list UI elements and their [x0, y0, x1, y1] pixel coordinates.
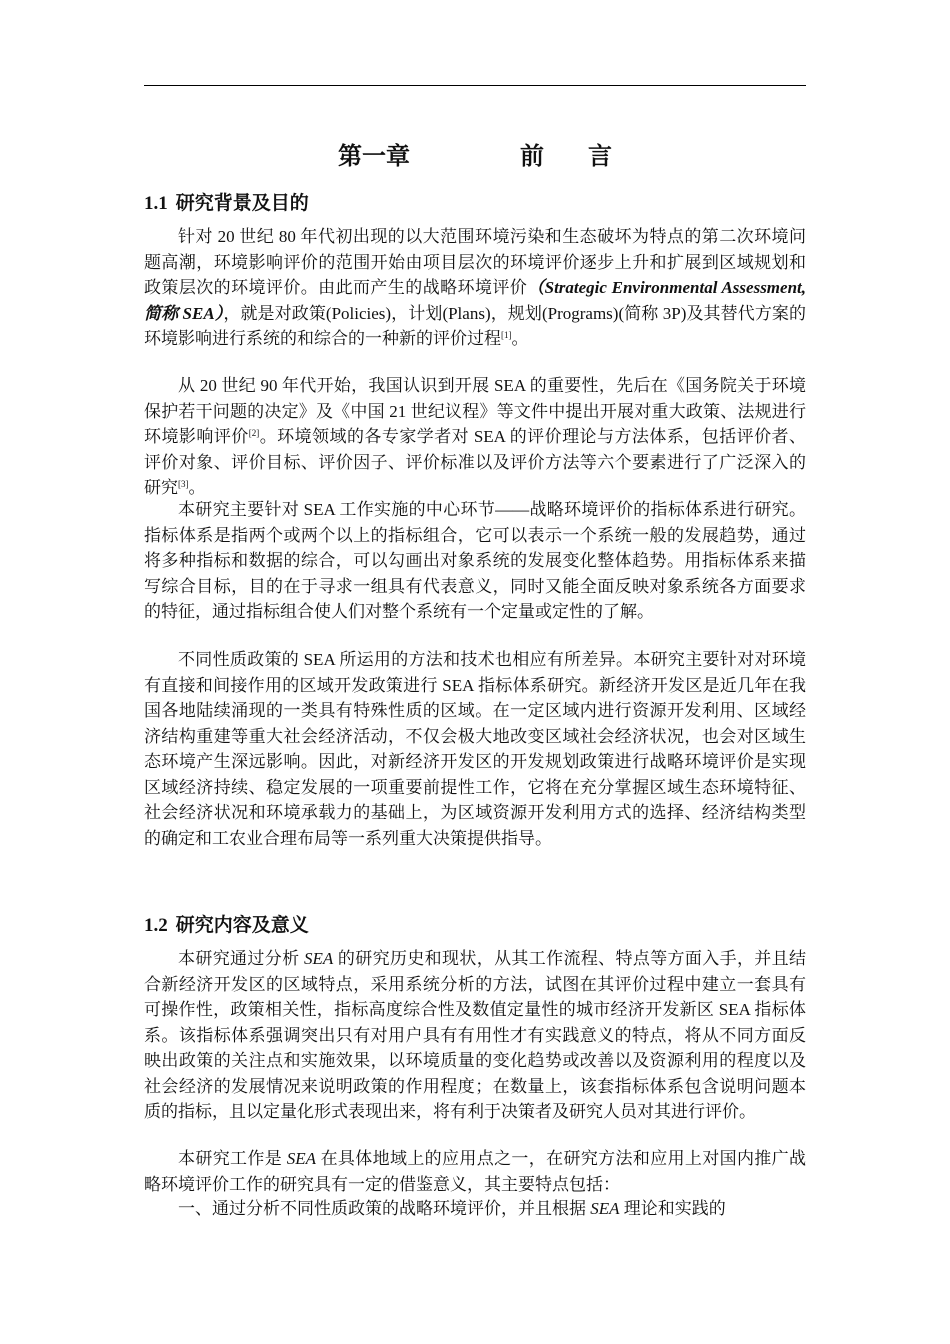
section-title: 研究内容及意义 — [175, 914, 309, 936]
sea-term: SEA — [286, 1149, 316, 1168]
chapter-title-char-2: 言 — [588, 142, 612, 170]
paragraph-1-2-a — [144, 946, 806, 1125]
paragraph-1-1-c: 本研究主要针对 SEA 工作实施的中心环节——战略环境评价的指标体系进行研究。指标体系是指两个或两个以上的指标组合，它可以表示一个系统一般的发展趋势，通过将多种指标和数据的综合，可以勾画出对象系统的发展变化整体趋势。用指标体系来描写综合目标，目的在于寻求一组具有代表意义，同时又能全面反映对象系统各方面要求的特征，通过指标组合使人们对整个系统有一个定量或定性的了解。 — [144, 500, 806, 621]
paragraph-1-1-d: 不同性质政策的 SEA 所运用的方法和技术也相应有所差异。本研究主要针对对环境有直接和间接作用的区域开发政策进行 SEA 指标体系研究。新经济开发区是近几年在我国各地陆续涌现的一类具有特殊性质的区域。在一定区域内进行资源开发利用、区域经济结构重建等重大社会经济活动，不仅会极大地改变区域社会经济状况，也会对区域生态环境产生深远影响。因此，对新经济开发区的开发规划政策进行战略环境评价是实现区域经济持续、稳定发展的一项重要前提性工作，它将在充分掌握区域生态环境特征、社会经济状况和环境承载力的基础上，为区域资源开发利用方式的选择、经济结构类型的确定和工农业合理布局等一系列重大决策提供指导。 — [144, 650, 806, 848]
section-title: 研究背景及目的 — [175, 192, 309, 214]
paragraph-text: 的研究历史和现状，从其工作流程、特点等方面入手，并且结合新经济开发区的区域特点，采用系统分析的方法，试图在其评价过程中建立一套具有可操作性，政策相关性，指标高度综合性及数值定量性的城市经济开发新区 SEA 指标体系。该指标体系强调突出只有对用户具有有用性才有实践意义的特点，将从不同方面反映出政策的关注点和实施效果，以环境质量的变化趋势或改善以及资源利用的程度以及社会经济的发展情况来说明政策的作用程度；在数量上，该套指标体系包含说明问题本质的指标，且以定量化形式表现出来，将有利于决策者及研究人员对其进行评价。 — [144, 949, 807, 1121]
citation-ref: [1] — [501, 330, 512, 340]
chapter-title-char-1: 前 — [520, 142, 544, 170]
chapter-title — [144, 136, 806, 171]
paragraph-text: 本研究通过分析 — [178, 949, 305, 968]
sea-term: SEA — [590, 1199, 620, 1218]
paragraph-text: 从 20 世纪 90 年代开始，我国认识到开展 SEA 的重要性，先后在《国务院关于环境保护若干问题的决定》及《中国 21 世纪议程》等文件中提出开展对重大政策、法规进行环境影响评价 — [144, 376, 806, 446]
paragraph-text: 。环境领域的各专家学者对 SEA 的评价理论与方法体系，包括评价者、评价对象、评价目标、评价因子、评价标准以及评价方法等六个要素进行了广泛深入的研究 — [144, 427, 806, 497]
citation-ref: [3] — [178, 479, 189, 489]
paragraph-1-1-a — [144, 224, 806, 352]
paragraph-text: 本研究工作是 — [178, 1149, 287, 1168]
paragraph-1-2-b — [144, 1146, 806, 1197]
section-number: 1.2 — [144, 915, 168, 936]
paragraph-1-2-c — [144, 1196, 806, 1222]
paragraph-text: 一、通过分析不同性质政策的战略环境评价，并且根据 — [178, 1199, 591, 1218]
paragraph-text: ，就是对政策(Policies)，计划(Plans)，规划(Programs)(简称 3P)及其替代方案的环境影响进行系统的和综合的一种新的评价过程 — [144, 303, 807, 348]
paragraph-text: 。 — [511, 329, 529, 348]
paragraph-text: 。 — [188, 478, 206, 497]
sea-term: SEA — [304, 949, 334, 968]
paragraph-text: 针对 20 世纪 80 年代初出现的以大范围环境污染和生态破坏为特点的第二次环境问题高潮，环境影响评价的范围开始由项目层次的环境评价逐步上升和扩展到区域规划和政策层次的环境评价。由此而产生的战略环境评价 — [144, 227, 806, 297]
citation-ref: [2] — [248, 428, 260, 438]
section-heading-1-1 — [144, 188, 309, 215]
header-rule — [144, 85, 806, 86]
paragraph-text: 理论和实践的 — [619, 1199, 726, 1218]
chapter-number: 第一章 — [338, 142, 410, 170]
paragraph-text: 在具体地域上的应用点之一，在研究方法和应用上对国内推广战略环境评价工作的研究具有一定的借鉴意义，其主要特点包括： — [144, 1149, 807, 1194]
section-number: 1.1 — [144, 193, 168, 214]
sea-term: （Strategic Environmental Assessment, 简称 SEA） — [144, 278, 807, 323]
section-heading-1-2 — [144, 910, 309, 937]
paragraph-1-1-b — [144, 373, 806, 501]
